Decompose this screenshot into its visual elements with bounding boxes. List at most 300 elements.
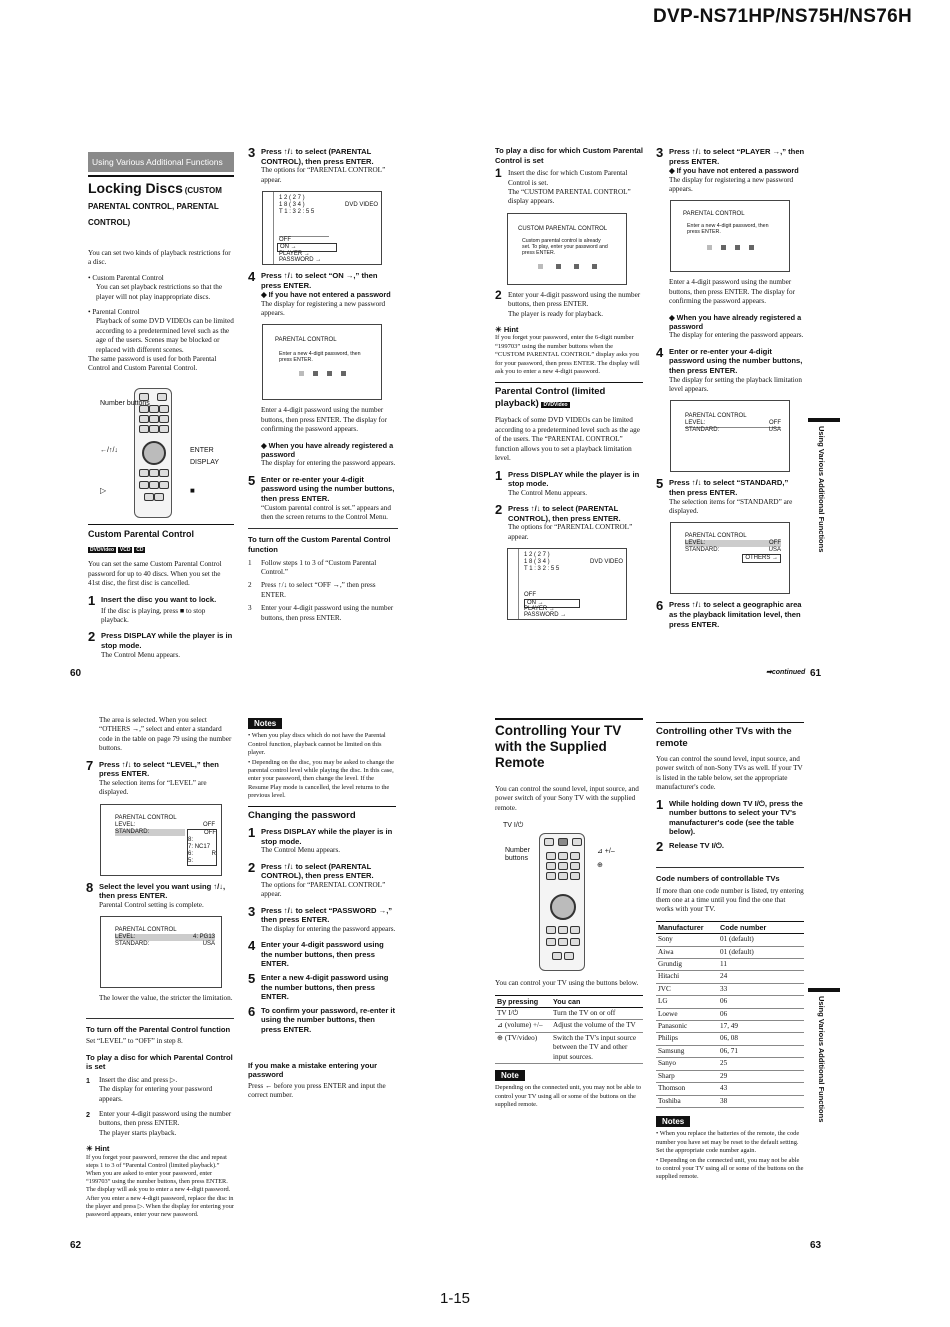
std-level-label: LEVEL:	[685, 540, 706, 547]
cell: Turn the TV on or off	[551, 1008, 643, 1020]
tv-remote	[539, 833, 585, 971]
remote-button	[149, 405, 159, 413]
lm-opt-7-val: NC17	[194, 843, 211, 850]
step-1: 1 Insert the disc you want to lock.	[88, 592, 217, 608]
ld-level-row	[115, 934, 215, 941]
off-step-2: 2 Press ↑/↓ to select “OFF →,” then press ENTER.	[248, 581, 398, 600]
manufacturer-cell: JVC	[656, 983, 718, 995]
label-number-buttons: Number buttons	[100, 399, 150, 407]
ld-level-label: LEVEL:	[115, 934, 136, 941]
codes-table	[656, 921, 804, 1108]
pc-play-step-1-text: Insert the disc and press ▷.	[99, 1075, 178, 1084]
remote-button	[546, 872, 556, 880]
notes-tag-62: Notes	[248, 718, 282, 729]
lm-opt-6-num: 6:	[188, 850, 194, 857]
remote-button	[558, 862, 568, 870]
hint-label-62: ☀ Hint	[86, 1144, 110, 1154]
pw-digit	[327, 371, 332, 376]
step-3: 3 Press ↑/↓ to select (PARENTAL CONTROL), then press ENTER.	[248, 147, 398, 166]
tv-intro: You can control the sound level, input source, and power switch of your Sony TV with the supplied remote.	[495, 785, 639, 812]
pc-step-3-sub: ◆ If you have not entered a password	[669, 166, 799, 176]
pc-step-1-text: Press DISPLAY while the player is in stop mode.	[508, 469, 640, 489]
manufacturer-cell: Hitachi	[656, 971, 718, 983]
pw-digit	[538, 264, 543, 269]
label-stop: ■	[190, 485, 195, 495]
code-cell: 06, 08	[718, 1033, 804, 1045]
disc-badges	[88, 545, 234, 555]
step-4-text: Press ↑/↓ to select “ON →,” then press ENTER.	[261, 271, 378, 290]
chg-step-3-detail: The display for entering the password appears.	[261, 924, 396, 933]
hint-text-62: If you forget your password, remove the disc and repeat steps 1 to 3 of “Parental Control (limited playback).” When you are asked to enter your password, enter “199703” using the number buttons, then press ENTER. The display will ask you to enter a new 4-digit password. After you enter a new 4-digit password, replace the disc in the player and press ▷. When the display for entering your password appears, enter your new password.	[86, 1153, 234, 1219]
std-standard-label: STANDARD:	[685, 547, 720, 554]
tv-page-title: Controlling Your TV with the Supplied Remote	[495, 723, 622, 770]
pw-digit	[341, 371, 346, 376]
table-row	[656, 1095, 804, 1107]
lm-opt-off: OFF	[204, 829, 216, 836]
codes-text: If more than one code number is listed, try entering them one at a time until you find the one that works with your TV.	[656, 886, 804, 914]
continued-marker: ➡continued	[766, 669, 806, 676]
remote-button	[139, 481, 149, 489]
pc-play-step-1-detail: The display for entering your password appears.	[99, 1085, 213, 1103]
remote-button	[546, 926, 556, 934]
dpad	[550, 894, 576, 920]
pc-step-4-detail: The display for setting the playback limitation level appears.	[669, 375, 802, 394]
pc-step-1: 1 Press DISPLAY while the player is in stop mode.	[495, 470, 643, 489]
lower-value-text: The lower the value, the stricter the limitation.	[99, 994, 233, 1003]
remote-button	[159, 425, 169, 433]
badge-dvd: DVDVideo	[543, 402, 568, 409]
pc-step-3-after: Enter a 4-digit password using the number buttons, then press ENTER. The display for confirming the password appears.	[669, 278, 796, 306]
osd-opt-off: OFF	[524, 592, 536, 599]
remote-button	[572, 838, 582, 846]
remote-diagram	[88, 388, 234, 516]
std-others-option: OTHERS →	[742, 554, 781, 563]
remote-button	[570, 926, 580, 934]
table-row	[656, 1021, 804, 1033]
play-step-1: 1 Insert the disc for which Custom Parental Control is set.	[495, 169, 643, 188]
manufacturer-cell: Philips	[656, 1033, 718, 1045]
page-number-60: 60	[70, 668, 82, 679]
remote-button	[558, 926, 568, 934]
section-title-cpc: Custom Parental Control	[88, 524, 234, 540]
code-cell: 11	[718, 959, 804, 971]
manufacturer-cell: LG	[656, 996, 718, 1008]
lm-title: PARENTAL CONTROL	[115, 814, 177, 821]
note-62-1: • When you play discs which do not have the Parental Control function, playback cannot be limited on this player.	[248, 732, 386, 756]
remote-button	[558, 852, 568, 860]
chg-step-1: 1 Press DISPLAY while the player is in stop mode.	[248, 827, 396, 846]
osd-line1: 1 2 ( 2 7 )	[279, 195, 305, 201]
side-tab-61	[808, 418, 840, 422]
osd-opt-off: OFF	[279, 236, 329, 244]
std-level-row	[685, 540, 781, 547]
model-number: DVP-NS71HP/NS75H/NS76H	[653, 6, 912, 27]
code-cell: 06, 71	[718, 1045, 804, 1057]
manufacturer-cell: Grundig	[656, 959, 718, 971]
table-row	[495, 1032, 643, 1063]
osd-opt-password: PASSWORD →	[524, 612, 567, 619]
step-3-text: Press ↑/↓ to select (PARENTAL CONTROL), then press ENTER.	[261, 147, 374, 166]
remote-button	[558, 938, 568, 946]
page60-col1	[88, 152, 234, 666]
chg-step-3: 3 Press ↑/↓ to select “PASSWORD →,” then press ENTER.	[248, 906, 396, 925]
page62-col1	[86, 716, 234, 1225]
pc-step-2: 2 Press ↑/↓ to select (PARENTAL CONTROL), then press ENTER.	[495, 504, 643, 523]
osd-line2: 1 8 ( 3 4 )	[524, 559, 550, 566]
remote-button	[159, 415, 169, 423]
osd-icon-bar	[508, 549, 519, 619]
off-step-3-text: Enter your 4-digit password using the number buttons, then press ENTER.	[261, 604, 394, 622]
pc-step-3-detail2: The display for entering the password appears.	[669, 331, 804, 340]
osd-opt-on: ON →	[524, 599, 580, 608]
lm-level-value: OFF	[203, 821, 215, 828]
tv-remote-diagram	[495, 821, 643, 971]
code-cell: 06	[718, 1008, 804, 1020]
page60-col2	[248, 143, 398, 623]
section-title-change-pw: Changing the password	[248, 806, 396, 822]
pc-play-step-1: 1 Insert the disc and press ▷.	[86, 1075, 178, 1085]
label-arrows: ←/↑/↓	[100, 446, 118, 454]
off-step-3: 3 Enter your 4-digit password using the number buttons, then press ENTER.	[248, 604, 398, 623]
chg-step-4-text: Enter your 4-digit password using the number buttons, then press ENTER.	[261, 940, 384, 969]
remote-button	[144, 493, 154, 501]
code-cell: 17, 49	[718, 1021, 804, 1033]
pw-digit	[749, 245, 754, 250]
code-cell: 43	[718, 1083, 804, 1095]
mistake-title: If you make a mistake entering your password	[248, 1060, 378, 1080]
remote-button	[139, 425, 149, 433]
chg-step-2: 2 Press ↑/↓ to select (PARENTAL CONTROL), then press ENTER.	[248, 862, 396, 881]
table-header	[656, 921, 804, 933]
osd-line1: 1 2 ( 2 7 )	[524, 552, 550, 559]
level-menu-screen	[100, 804, 222, 876]
pc-step-7-text: Press ↑/↓ to select “LEVEL,” then press ENTER.	[99, 759, 219, 779]
pc-turnoff-title: To turn off the Parental Control function	[86, 1018, 234, 1035]
section-title-other-tvs: Controlling other TVs with the remote	[656, 722, 804, 750]
pc-step-7-detail: The selection items for “LEVEL” are displayed.	[99, 778, 207, 797]
std-standard-row	[685, 547, 781, 554]
hint-label-text: Hint	[503, 325, 519, 335]
table-row	[656, 1083, 804, 1095]
off-step-2-text: Press ↑/↓ to select “OFF →,” then press ENTER.	[261, 581, 376, 599]
pw-screen-msg: Enter a new 4-digit password, then press ENTER.	[687, 223, 769, 236]
code-cell: 38	[718, 1095, 804, 1107]
remote-button	[558, 872, 568, 880]
remote-button	[139, 469, 149, 477]
remote-button	[159, 405, 169, 413]
intro: You can set two kinds of playback restrictions for a disc.	[88, 249, 231, 267]
page63-col1	[495, 718, 643, 1115]
remote-button	[149, 425, 159, 433]
bullet2: • Parental Control	[88, 308, 140, 317]
lm-level-row	[115, 822, 215, 829]
tv-step-2: 2 Release TV I/⏻.	[656, 839, 724, 854]
osd-control-menu	[262, 191, 382, 265]
manufacturer-cell: Samsung	[656, 1045, 718, 1057]
play-step-1-text: Insert the disc for which Custom Parental Control is set.	[508, 169, 628, 187]
lvl-level-label: LEVEL:	[685, 420, 706, 427]
remote-button	[149, 415, 159, 423]
table-row	[495, 1020, 643, 1032]
chg-step-1-detail: The Control Menu appears.	[261, 846, 341, 855]
cell: ⊿ (volume) +/–	[495, 1020, 551, 1032]
osd-line2: 1 8 ( 3 4 )	[279, 202, 305, 208]
cpc-screen-msg: Custom parental control is already set. To play, enter your password and press ENTER.	[522, 237, 608, 256]
osd-control-menu-2	[507, 548, 627, 620]
hint-text: If you forget your password, enter the 6-digit number “199703” using the number buttons when the “CUSTOM PARENTAL CONTROL” display asks you for your password, then press ENTER. The display will ask you to enter a new 4-digit password.	[495, 334, 640, 376]
manufacturer-cell: Toshiba	[656, 1095, 718, 1107]
mistake-text: Press ← before you press ENTER and input the correct number.	[248, 1081, 386, 1100]
cell: TV I/⏻	[495, 1008, 551, 1020]
cpc-screen-title: CUSTOM PARENTAL CONTROL	[518, 225, 608, 232]
tv-below: You can control your TV using the buttons below.	[495, 979, 639, 988]
pc-step-3-detail: The display for registering a new password appears.	[669, 175, 794, 193]
chg-step-6: 6 To confirm your password, re-enter it using the number buttons, then press ENTER.	[248, 1003, 396, 1034]
code-cell: 29	[718, 1070, 804, 1082]
pc-step-6: 6 Press ↑/↓ to select a geographic area as the playback limitation level, then press ENTER.	[656, 600, 806, 629]
std-level-value: OFF	[769, 540, 781, 547]
ld-standard-row	[115, 941, 215, 948]
off-step-1: 1 Follow steps 1 to 3 of “Custom Parental Control.”	[248, 559, 398, 578]
std-title: PARENTAL CONTROL	[685, 533, 747, 540]
dpad	[142, 441, 166, 465]
hint-label: ☀ Hint	[495, 325, 519, 335]
ld-standard-value: USA	[202, 941, 215, 948]
code-cell: 25	[718, 1058, 804, 1070]
lvl-standard-value: USA	[768, 427, 781, 434]
pc-play-step-2: 2 Enter your 4-digit password using the number buttons, then press ENTER.	[86, 1110, 234, 1129]
side-tab-text-63: Using Various Additional Functions	[817, 996, 826, 1123]
bullet2-text: Playback of some DVD VIDEOs can be limited according to a predetermined level such as the age of the users. Scenes may be blocked or replaced with different scenes.	[96, 317, 234, 354]
osd-disc-tag: DVD VIDEO	[344, 202, 378, 208]
tv-title-block	[495, 718, 643, 771]
off-step-1-text: Follow steps 1 to 3 of “Custom Parental Control.”	[261, 558, 377, 577]
page61-col1	[495, 146, 643, 626]
pc-step-5: 5 Press ↑/↓ to select “STANDARD,” then press ENTER.	[656, 478, 806, 497]
pc-turnoff-text: Set “LEVEL” to “OFF” in step 8.	[86, 1037, 183, 1046]
table-row	[656, 934, 804, 946]
remote-button	[570, 862, 580, 870]
pw-screen-title: PARENTAL CONTROL	[275, 337, 337, 344]
area-selected-text: The area is selected. When you select “OTHERS →,” select and enter a standard code in the table on page 79 using the number buttons.	[99, 716, 232, 753]
manufacturer-cell: Sony	[656, 934, 718, 946]
table-row	[656, 971, 804, 983]
manufacturer-cell: Thomson	[656, 1083, 718, 1095]
remote-button	[564, 952, 574, 960]
code-cell: 33	[718, 983, 804, 995]
remote-button	[570, 938, 580, 946]
th-manufacturer: Manufacturer	[656, 921, 718, 933]
pc-play-title: To play a disc for which Parental Control is set	[86, 1052, 233, 1072]
pw-digit	[299, 371, 304, 376]
step-2-detail: The Control Menu appears.	[101, 650, 181, 659]
page61-col2	[656, 143, 806, 629]
lvl-standard-label: STANDARD:	[685, 427, 720, 434]
code-cell: 01 (default)	[718, 934, 804, 946]
lm-opt-5: 5:	[188, 857, 194, 864]
password-screen	[262, 324, 382, 400]
notes-tag-63: Notes	[656, 1116, 690, 1127]
std-standard-value: USA	[768, 547, 781, 554]
hint-label-62-text: Hint	[94, 1144, 110, 1154]
th-can: You can	[551, 995, 643, 1007]
manufacturer-cell: Sanyo	[656, 1058, 718, 1070]
pc-step-2-text: Press ↑/↓ to select (PARENTAL CONTROL), then press ENTER.	[508, 504, 621, 523]
page-number-63: 63	[810, 1240, 822, 1251]
osd-disc-tag: DVD VIDEO	[589, 559, 623, 566]
remote-button	[546, 938, 556, 946]
step-4-detail: The display for registering a new password appears.	[261, 299, 386, 317]
section-banner: Using Various Additional Functions	[88, 152, 234, 172]
chg-step-6-text: To confirm your password, re-enter it using the number buttons, then press ENTER.	[261, 1005, 396, 1034]
pc-step-7: 7 Press ↑/↓ to select “LEVEL,” then press ENTER.	[86, 760, 234, 779]
remote-button	[149, 469, 159, 477]
step-4-detail2: The display for entering the password appears.	[261, 459, 396, 468]
ld-standard-label: STANDARD:	[115, 941, 150, 948]
ld-title: PARENTAL CONTROL	[115, 927, 177, 934]
remote-button	[154, 493, 164, 501]
cpc-text: You can set the same Custom Parental Control password for up to 40 discs. When you set the 41st disc, the first disc is cancelled.	[88, 560, 222, 588]
label-enter: ENTER	[190, 446, 214, 454]
manufacturer-cell: Aiwa	[656, 946, 718, 958]
remote-button	[159, 469, 169, 477]
section-title-pc	[495, 382, 643, 411]
osd-opt-player: PLAYER →	[524, 606, 555, 613]
pc-step-4: 4 Enter or re-enter your 4-digit password using the number buttons, then press ENTER.	[656, 347, 806, 376]
password-screen-2	[670, 200, 790, 272]
pw-digit	[574, 264, 579, 269]
osd-line3: T 1 : 3 2 : 5 5	[279, 209, 315, 215]
pc-play-step-2-detail: The player starts playback.	[99, 1128, 177, 1137]
tv-power-button	[558, 838, 568, 846]
custom-pc-screen	[507, 213, 627, 285]
label-tv-power: TV I/⏻	[503, 822, 524, 830]
page-number-62: 62	[70, 1240, 82, 1251]
standard-screen	[670, 522, 790, 594]
remote-button	[159, 481, 169, 489]
label-input: ⊕	[597, 862, 603, 870]
step-5-detail: “Custom parental control is set.” appears and then the screen returns to the Control Menu.	[261, 503, 391, 522]
table-row	[656, 1033, 804, 1045]
side-tab-text-61: Using Various Additional Functions	[817, 426, 826, 553]
codes-title: Code numbers of controllable TVs	[656, 867, 804, 884]
remote-button	[552, 952, 562, 960]
remote-button	[139, 415, 149, 423]
code-cell: 06	[718, 996, 804, 1008]
pw-screen-title: PARENTAL CONTROL	[683, 211, 745, 218]
remote-button	[570, 872, 580, 880]
page-title: Locking Discs	[88, 180, 183, 196]
table-row	[495, 1008, 643, 1020]
pc-step-5-text: Press ↑/↓ to select “STANDARD,” then press ENTER.	[669, 478, 789, 498]
play-step-2-detail: The player is ready for playback.	[508, 309, 603, 318]
pc-step-3-text: Press ↑/↓ to select “PLAYER →,” then press ENTER.	[669, 147, 805, 166]
other-tvs-text: You can control the sound level, input source, and power switch of non-Sony TVs as well. If your TV is listed in the table below, set the appropriate manufacturer's code.	[656, 755, 803, 792]
lvl-standard-row	[685, 427, 781, 434]
label-volume: ⊿ +/–	[597, 848, 615, 856]
pc-play-step-2-text: Enter your 4-digit password using the number buttons, then press ENTER.	[99, 1110, 232, 1128]
note-tag-63: Note	[495, 1070, 525, 1081]
side-tab-63	[808, 988, 840, 992]
step-2-text: Press DISPLAY while the player is in stop mode.	[101, 631, 233, 650]
step-5: 5 Enter or re-enter your 4-digit password using the number buttons, then press ENTER.	[248, 475, 398, 504]
manufacturer-cell: Loewe	[656, 1008, 718, 1020]
table-header	[495, 995, 643, 1007]
page62-col2	[248, 716, 396, 1107]
table-row	[656, 1058, 804, 1070]
lm-options	[187, 829, 217, 866]
pw-screen-msg: Enter a new 4-digit password, then press ENTER.	[279, 351, 361, 364]
manufacturer-cell: Panasonic	[656, 1021, 718, 1033]
lm-opt-8: 8:	[188, 836, 194, 843]
table-row	[656, 996, 804, 1008]
table-row	[656, 1045, 804, 1057]
chg-step-2-detail: The options for “PARENTAL CONTROL” appear.	[261, 880, 386, 899]
badge-vcd: VCD	[119, 546, 131, 553]
level-screen	[670, 400, 790, 472]
title-block	[88, 175, 234, 231]
step-5-text: Enter or re-enter your 4-digit password using the number buttons, then press ENTER.	[261, 474, 395, 504]
table-row	[656, 983, 804, 995]
step-4-sub2: ◆ When you have already registered a password	[261, 440, 394, 460]
step-2: 2 Press DISPLAY while the player is in stop mode.	[88, 629, 233, 650]
chg-step-3-text: Press ↑/↓ to select “PASSWORD →,” then press ENTER.	[261, 905, 393, 925]
step-3-detail: The options for “PARENTAL CONTROL” appear.	[261, 166, 386, 184]
pw-digit	[313, 371, 318, 376]
label-display: DISPLAY	[190, 458, 220, 466]
lm-opt-7	[188, 844, 216, 851]
table-row	[656, 946, 804, 958]
remote-button	[157, 393, 167, 401]
pc-step-8-text: Select the level you want using ↑/↓, then press ENTER.	[99, 881, 226, 901]
osd-opt-on: ON →	[277, 243, 337, 252]
pw-digit	[556, 264, 561, 269]
page63-col2	[656, 718, 804, 1188]
th-code: Code number	[718, 921, 804, 933]
tv-step-2-text: Release TV I/⏻.	[669, 841, 724, 850]
page-title-small: (CUSTOM PARENTAL CONTROL, PARENTAL CONTROL)	[88, 186, 222, 227]
cell: ⊕ (TV/video)	[495, 1032, 551, 1063]
chg-step-5: 5 Enter a new 4-digit password using the number buttons, then press ENTER.	[248, 973, 396, 1002]
lvl-title: PARENTAL CONTROL	[685, 413, 747, 420]
tv-step-1: 1 While holding down TV I/⏻, press the number buttons to select your TV's manufacturer's code (see the table below).	[656, 796, 803, 837]
play-title: To play a disc for which Custom Parental Control is set	[495, 146, 643, 165]
badge-dvd: DVDVideo	[90, 546, 115, 553]
osd-icon-bar	[263, 192, 274, 264]
step-4-sub: ◆ If you have not entered a password	[261, 290, 391, 300]
pc-step-2-detail: The options for “PARENTAL CONTROL” appear.	[508, 523, 633, 541]
manufacturer-cell: Sharp	[656, 1070, 718, 1082]
tv-buttons-table	[495, 995, 643, 1064]
pw-digit	[735, 245, 740, 250]
code-cell: 24	[718, 971, 804, 983]
pw-digit	[592, 264, 597, 269]
cell: Adjust the volume of the TV	[551, 1020, 643, 1032]
turnoff-title: To turn off the Custom Parental Control function	[248, 528, 398, 554]
lm-opt-6	[188, 851, 216, 858]
step-4: 4 Press ↑/↓ to select “ON →,” then press ENTER.	[248, 271, 398, 290]
pc-step-8-detail: Parental Control setting is complete.	[99, 900, 204, 909]
remote-button	[546, 852, 556, 860]
badge-cd: CD	[136, 546, 144, 553]
play-step-2: 2 Enter your 4-digit password using the number buttons, then press ENTER.	[495, 291, 643, 310]
chg-step-2-text: Press ↑/↓ to select (PARENTAL CONTROL), then press ENTER.	[261, 861, 374, 881]
label-number-buttons-63: Number buttons	[505, 847, 530, 863]
osd-opt-player: PLAYER →	[279, 251, 310, 257]
bullet1: • Custom Parental Control	[88, 273, 164, 282]
ld-level-value: 4: PG13	[192, 934, 215, 941]
pc-text: Playback of some DVD VIDEOs can be limited according to a predetermined level such as the age of the users. The “PARENTAL CONTROL” function allows you to set a playback limitation level.	[495, 416, 640, 463]
